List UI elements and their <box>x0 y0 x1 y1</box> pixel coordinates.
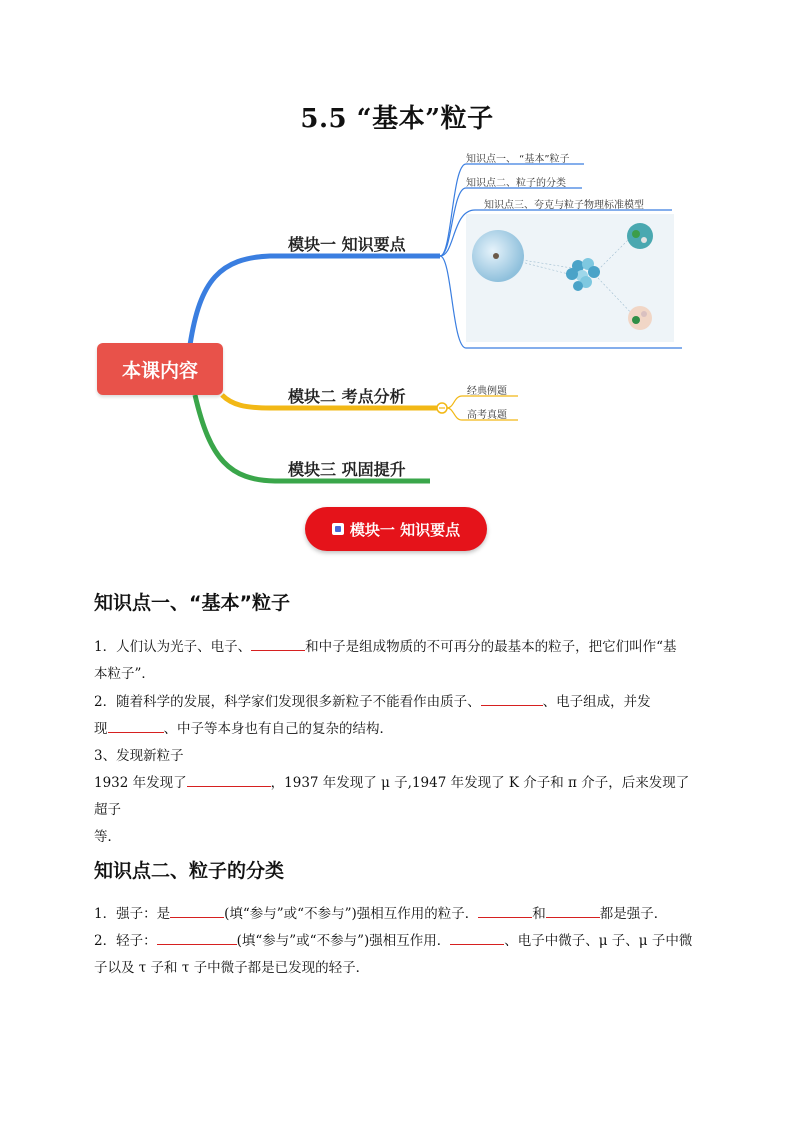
answer-blank[interactable] <box>187 772 271 787</box>
section-2-paragraph-2: 2．轻子： (填“参与”或“不参与”)强相互作用． 、电子中微子、μ 子、μ 子中微 子以及 τ 子和 τ 子中微子都是已发现的轻子． <box>94 928 700 982</box>
atom-illustration <box>466 214 674 342</box>
section-1-paragraph-4: 1932 年发现了 ，1937 年发现了 μ 子,1947 年发现了 K 介子和 π 介子，后来发现了超子 等． <box>94 770 700 851</box>
section-2-heading: 知识点二、粒子的分类 <box>94 860 285 882</box>
leaf-knowledge-1[interactable]: 知识点一、 “基本”粒子 <box>466 154 570 165</box>
branch-module-3[interactable]: 模块三 巩固提升 <box>288 460 406 479</box>
page-title: 5.5 “基本”粒子 <box>300 104 494 134</box>
leaf-classic-examples[interactable]: 经典例题 <box>467 386 507 397</box>
module-1-banner-label: 模块一 知识要点 <box>349 520 461 539</box>
section-1-paragraph-3: 3、发现新粒子 <box>94 748 184 764</box>
answer-blank[interactable] <box>170 903 224 918</box>
section-1-paragraph-1: 1．人们认为光子、电子、 和中子是组成物质的不可再分的最基本的粒子，把它们叫作“基 本粒子”． <box>94 634 700 688</box>
branch-module-1[interactable]: 模块一 知识要点 <box>288 235 406 254</box>
leaf-exam-questions[interactable]: 高考真题 <box>467 410 507 421</box>
answer-blank[interactable] <box>108 718 164 733</box>
mindmap-root: 本课内容 <box>97 343 223 395</box>
module-1-banner[interactable] <box>305 507 487 551</box>
answer-blank[interactable] <box>157 930 237 945</box>
section-2-paragraph-1: 1．强子：是 (填“参与”或“不参与”)强相互作用的粒子． 和 都是强子． <box>94 901 700 928</box>
leaf-knowledge-2[interactable]: 知识点二、粒子的分类 <box>466 178 566 189</box>
section-1-heading: 知识点一、“基本”粒子 <box>94 592 290 614</box>
answer-blank[interactable] <box>546 903 600 918</box>
atom-structure-figure <box>466 214 674 342</box>
answer-blank[interactable] <box>450 930 504 945</box>
section-1-paragraph-2: 2．随着科学的发展，科学家们发现很多新粒子不能看作由质子、 、电子组成，并发 现 、中子等本身也有自己的复杂的结构． <box>94 689 700 743</box>
module-icon <box>332 523 344 535</box>
leaf-knowledge-3[interactable]: 知识点三、夸克与粒子物理标准模型 <box>484 200 644 211</box>
branch-module-2[interactable]: 模块二 考点分析 <box>288 387 406 406</box>
answer-blank[interactable] <box>251 636 305 651</box>
answer-blank[interactable] <box>481 691 543 706</box>
answer-blank[interactable] <box>478 903 532 918</box>
